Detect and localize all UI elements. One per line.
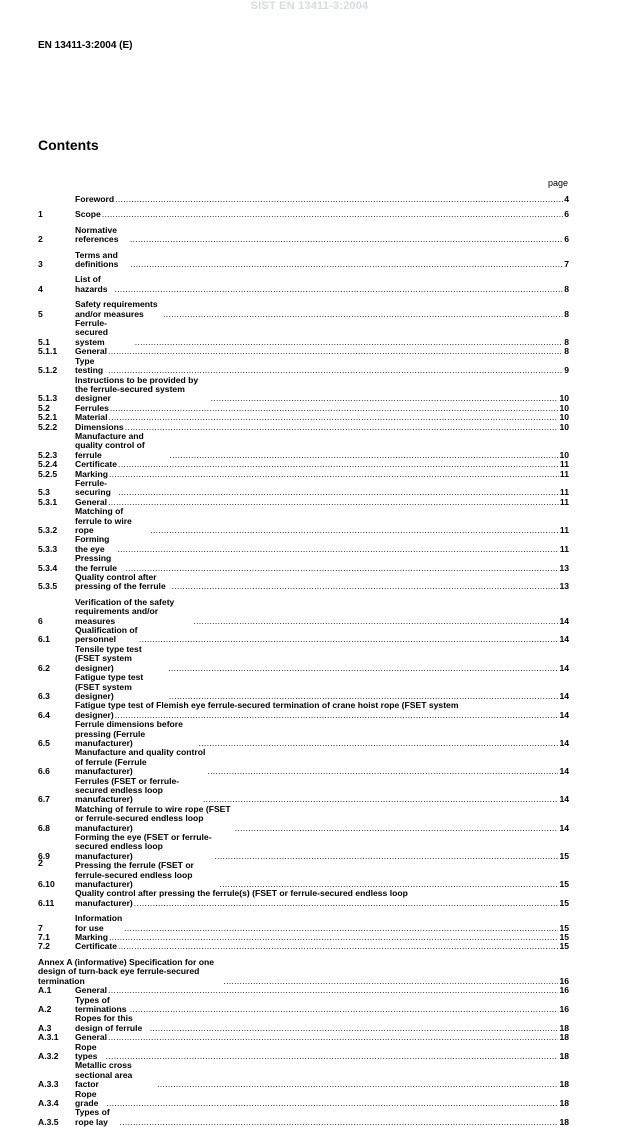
toc-entry-page: 18 [559,1116,569,1127]
toc-entry-number: 6.11 [38,897,55,908]
toc-entry-page: 15 [559,879,569,890]
dot-leader [109,470,559,479]
toc-entry-page: 15 [559,922,569,933]
dot-leader [207,767,558,776]
toc-entry-number: A.3.1 [38,1032,59,1043]
toc-entry-title: Pressing the ferrule (FSET or ferrule-secured endless loop manufacturer) [75,860,194,890]
toc-entry-title: Quality control after pressing the ferrule(s) (FSET or ferrule-secured endless loop [75,888,408,899]
toc-entry-number: 7.2 [38,941,50,952]
toc-entry-title: General [75,985,108,996]
toc-entry-page: 10 [559,412,569,423]
toc-entry-number: 7 [38,922,43,933]
toc-entry-page: 10 [559,393,569,404]
toc-entry[interactable] [38,432,569,460]
toc-entry-number: 5.3.4 [38,562,58,573]
dot-leader [108,1033,558,1042]
toc-entry[interactable] [38,376,569,404]
toc-entry-title: Matching of ferrule to wire rope [75,506,132,535]
toc-entry-title-wrap [75,720,558,748]
toc-entry-title-line2-wrap [75,899,558,908]
dot-leader [150,1024,559,1033]
toc-entry-title-wrap [75,986,558,995]
dot-leader [120,1118,559,1127]
toc-entry-title: Annex A (informative) Specification for one design of turn-back eye ferrule-secured termination [38,956,215,986]
dot-leader [157,1080,558,1089]
document-id: EN 13411-3:2004 (E) [38,40,133,51]
toc-entry-title-wrap [75,889,558,908]
toc-entry[interactable] [38,861,569,889]
dot-leader [110,404,559,413]
toc-entry[interactable] [38,1061,569,1089]
toc-entry-title-wrap [75,376,558,404]
toc-entry-title: Ferrule-secured system [75,318,108,347]
dot-leader [118,460,559,469]
toc-entry[interactable] [38,275,569,294]
dot-leader [235,824,559,833]
toc-entry-number: 5.1.2 [38,365,58,376]
toc-entry-title-wrap [75,748,558,776]
dot-leader [150,526,559,535]
toc-entry-title-line2: manufacturer) [75,897,133,908]
toc-entry[interactable] [38,673,569,701]
dot-leader [108,347,563,356]
toc-entry[interactable] [38,914,569,933]
toc-entry[interactable] [38,479,569,498]
toc-entry-page: 4 [564,194,569,204]
toc-entry-number: 6.10 [38,879,55,890]
toc-entry-number: 6.9 [38,850,50,861]
toc-entry-number: 5.1.1 [38,346,58,357]
toc-entry-number: 5.2.3 [38,449,58,460]
toc-entry[interactable] [38,1043,569,1062]
toc-entry-page: 8 [564,336,569,347]
toc-entry-number: 5 [38,308,43,319]
toc-entry-number: A.3.4 [38,1097,59,1108]
toc-entry[interactable] [38,1090,569,1109]
toc-entry-title-wrap [75,432,558,460]
toc-entry[interactable] [38,460,569,469]
toc-entry-title: Certificate [75,459,118,470]
toc-entry-number: 5.3.5 [38,581,58,592]
toc-entry[interactable] [38,958,569,986]
dot-leader [115,195,563,204]
toc-entry-title-wrap [75,300,563,319]
toc-entry-title: Qualification of personnel [75,625,138,645]
toc-entry-title-wrap [75,535,559,554]
dot-leader [199,739,559,748]
toc-entry-page: 18 [559,1050,569,1061]
toc-entry-page: 15 [559,850,569,861]
toc-entry-title: Ferrule-securing [75,477,111,498]
dot-leader [193,617,558,626]
toc-entry[interactable] [38,535,569,554]
toc-entry-number: 6.2 [38,662,50,673]
toc-entry-page: 11 [559,468,569,479]
toc-entry-title: General [75,346,108,357]
dot-leader [108,498,559,507]
dot-leader [130,260,563,269]
toc-entry-page: 11 [559,487,569,498]
toc-entry[interactable] [38,357,569,376]
toc-entry-title-wrap [75,598,558,626]
toc-entry-title-wrap [75,404,558,413]
toc-entry[interactable] [38,1108,569,1127]
dot-leader [130,1005,559,1014]
toc-entry-number: 6.8 [38,822,50,833]
toc-entry-number: 5.3.1 [38,496,58,507]
toc-entry-title-wrap [75,319,563,347]
toc-entry-title: Material [75,412,108,423]
toc-entry-title-wrap [75,275,563,294]
toc-entry-page: 14 [559,766,569,777]
toc-entry-title: Metallic cross sectional area factor [75,1060,133,1090]
toc-entry-title-wrap [75,914,558,933]
toc-entry-page: 14 [559,690,569,701]
toc-entry-title-wrap [75,251,563,270]
toc-entry-number: 2 [38,234,43,245]
toc-entry-title: Certificate [75,941,118,952]
toc-entry-number: 5.2.1 [38,412,58,423]
toc-entry-page: 13 [559,581,569,592]
toc-entry[interactable] [38,777,569,805]
toc-entry-title: Foreword [75,194,115,204]
toc-entry[interactable] [38,1014,569,1033]
toc-entry[interactable] [38,554,569,573]
toc-entry-title: Dimensions [75,421,124,432]
toc-entry-title: Terms and definitions [75,249,119,270]
toc-entry-title-wrap [75,626,558,645]
toc-entry-title-wrap [75,226,563,245]
toc-entry-title: Instructions to be provided by the ferrule-secured system designer [75,374,199,404]
toc-entry-number: A.1 [38,985,52,996]
dot-leader [125,423,559,432]
toc-entry-page: 15 [559,897,569,908]
toc-entry[interactable] [38,470,569,479]
toc-entry[interactable] [38,942,569,951]
toc-entry[interactable] [38,626,569,645]
page-column-label: page [547,178,568,188]
toc-entry-page: 8 [564,283,569,294]
toc-entry[interactable] [38,226,569,245]
page-number: 2 [38,858,44,868]
toc-entry-title-wrap [75,805,558,833]
toc-entry-number: 6.4 [38,709,50,720]
toc-entry-page: 14 [559,822,569,833]
toc-entry-title: Fatigue type test (FSET system designer) [75,672,144,701]
toc-entry-number: 5.3.3 [38,543,58,554]
toc-entry-page: 18 [559,1032,569,1043]
toc-entry[interactable] [38,598,569,626]
toc-entry-page: 14 [559,662,569,673]
toc-entry-number: 6.6 [38,766,50,777]
toc-entry-number: 5.2.4 [38,459,58,470]
dot-leader [163,310,563,319]
toc-entry-page: 11 [559,543,569,554]
toc-entry-title-wrap [75,470,559,479]
dot-leader [130,235,563,244]
toc-entry-number: 6.3 [38,690,50,701]
toc-entry[interactable] [38,573,569,592]
toc-entry-title-wrap [75,507,559,535]
toc-entry-title: Types of terminations [75,994,127,1014]
toc-entry-number: 1 [38,209,43,220]
dot-leader [102,210,563,219]
toc-entry-title: Quality control after pressing of the ferrule [75,572,166,592]
toc-entry[interactable] [38,319,569,347]
toc-entry-title: General [75,1032,108,1043]
dot-leader [108,413,558,422]
toc-entry-title: Information for use [75,913,123,933]
toc-entry-title: Ropes for this design of ferrule [75,1013,143,1033]
toc-entry-number: 6.1 [38,634,50,645]
toc-entry-page: 16 [559,985,569,996]
toc-entry-title: Normative references [75,224,119,245]
toc-entry-page: 14 [559,709,569,720]
toc-entry-title-wrap [75,347,563,356]
dot-leader [134,899,559,908]
toc-entry-title: Ferrules [75,402,109,413]
toc-entry-number: 5.2.5 [38,468,58,479]
toc-entry-title-wrap [75,933,558,942]
toc-entry-title-wrap [75,942,558,951]
toc-entry-title: Forming the eye [75,534,110,554]
dot-leader [172,582,559,591]
toc-entry-title-wrap [75,1108,558,1127]
toc-entry[interactable] [38,210,569,219]
toc-entry[interactable] [38,986,569,995]
toc-entry-title: Safety requirements and/or measures [75,299,158,319]
toc-entry-number: 5.2.2 [38,421,58,432]
toc-entry-title-wrap [75,645,558,673]
toc-entry-title-wrap [75,833,558,861]
dot-leader [139,635,559,644]
toc-entry-title-wrap [75,460,559,469]
toc-entry[interactable] [38,645,569,673]
toc-entry-number: 5.2 [38,402,50,413]
toc-entry-title-wrap [75,1014,558,1033]
toc-entry-title-wrap [75,1061,558,1089]
toc-entry-page: 15 [559,941,569,952]
toc-entry-page: 15 [559,932,569,943]
toc-entry-title: Type testing [75,355,104,376]
toc-entry[interactable] [38,251,569,270]
toc-entry-page: 11 [559,525,569,535]
dot-leader [115,285,564,294]
toc-entry-page: 6 [564,234,569,245]
dot-leader [108,986,558,995]
toc-entry-page: 10 [559,421,569,432]
toc-entry[interactable] [38,300,569,319]
toc-entry-title-line2: designer) [75,709,114,720]
toc-entry-title: Scope [75,209,101,220]
toc-entry-page: 14 [559,737,569,748]
dot-leader [219,880,558,889]
toc-entry[interactable] [38,720,569,748]
toc-entry-title: Fatigue type test of Flemish eye ferrule-secured termination of crane hoist rope (FSET system [75,700,459,711]
toc-entry-title-wrap [75,195,563,204]
toc-entry[interactable] [38,195,569,204]
contents-title: Contents [38,137,99,153]
toc-entry-page: 11 [559,496,569,507]
toc-entry-title: General [75,496,108,507]
toc-entry-title-wrap [75,861,558,889]
toc-entry-title-wrap [75,1043,558,1062]
toc-entry-page: 8 [564,308,569,319]
toc-entry[interactable] [38,507,569,535]
toc-entry-number: A.3.2 [38,1050,59,1061]
toc-entry[interactable] [38,889,569,908]
dot-leader [125,564,558,573]
toc-entry[interactable] [38,833,569,861]
toc-entry-page: 10 [559,449,569,460]
toc-entry-title: Pressing the ferrule [75,553,118,573]
toc-entry[interactable] [38,1033,569,1042]
toc-entry-page: 16 [559,975,569,986]
toc-entry-page: 10 [559,402,569,413]
toc-entry[interactable] [38,748,569,776]
toc-entry-title-wrap [75,573,558,592]
toc-entry-title: Forming the eye (FSET or ferrule-secured endless loop manufacturer) [75,832,212,861]
table-of-contents [38,195,569,1127]
toc-entry-title: Ferrule dimensions before pressing (Ferrule manufacturer) [75,719,183,748]
dot-leader [223,977,558,986]
toc-entry-title-wrap [75,498,559,507]
toc-entry-page: 7 [564,259,569,270]
dot-leader [170,451,559,460]
toc-entry-number: A.3.3 [38,1079,59,1090]
toc-entry[interactable] [38,996,569,1015]
toc-entry-number: 5.3.2 [38,525,58,535]
toc-entry[interactable] [38,933,569,942]
toc-entry-title-wrap [75,210,563,219]
dot-leader [214,852,558,861]
toc-entry-title: Marking [75,468,108,479]
dot-leader [168,664,558,673]
toc-entry-title-wrap [75,673,558,701]
toc-entry-page: 18 [559,1022,569,1033]
toc-entry-title-wrap [75,701,558,720]
dot-leader [211,394,559,403]
toc-entry-number: 5.3 [38,487,50,498]
toc-entry-number: 3 [38,259,43,270]
toc-entry-title: Manufacture and quality control of ferrule [75,430,145,460]
toc-entry-title: Manufacture and quality control of ferrule (Ferrule manufacturer) [75,747,206,777]
toc-entry-number: 5.1.3 [38,393,58,404]
toc-entry-title: Matching of ferrule to wire rope (FSET or ferrule-secured endless loop manufacturer) [75,803,231,833]
toc-entry-title: Types of rope lay [75,1107,110,1127]
toc-entry-title: Tensile type test (FSET system designer) [75,643,142,673]
toc-entry-page: 6 [564,209,569,220]
toc-entry-page: 16 [559,1003,569,1014]
toc-entry[interactable] [38,347,569,356]
toc-entry-title-wrap [75,1090,558,1109]
toc-entry-title-wrap [75,413,558,422]
toc-entry-page: 9 [564,365,569,376]
dot-leader [118,488,559,497]
toc-entry-title: Rope grade [75,1088,99,1108]
toc-entry-title-wrap [75,777,558,805]
toc-entry-title: Marking [75,932,108,943]
toc-entry-page: 14 [559,615,569,626]
toc-entry-page: 8 [564,346,569,357]
toc-entry-title-wrap [75,423,558,432]
dot-leader [135,338,563,347]
toc-entry-page: 14 [559,794,569,805]
toc-entry-page: 13 [559,562,569,573]
toc-entry-title-wrap [38,958,558,986]
toc-entry-number: 6.5 [38,737,50,748]
toc-entry-title: Rope types [75,1041,98,1061]
dot-leader [203,795,559,804]
toc-entry-title: Verification of the safety requirements and/or measures [75,596,175,626]
toc-entry[interactable] [38,805,569,833]
toc-entry[interactable] [38,404,569,413]
toc-entry-title: List of hazards [75,274,108,294]
toc-entry-title: Ferrules (FSET or ferrule-secured endless loop manufacturer) [75,775,180,805]
toc-entry-number: 6.7 [38,794,50,805]
toc-entry-title-wrap [75,1033,558,1042]
toc-entry-title-wrap [75,357,563,376]
toc-entry-page: 11 [559,459,569,470]
toc-entry-number: 6 [38,615,43,626]
dot-leader [106,1052,559,1061]
toc-entry-title-wrap [75,996,558,1015]
toc-entry-number: A.3 [38,1022,52,1033]
dot-leader [106,1099,558,1108]
toc-entry-title-wrap [75,479,559,498]
toc-entry-page: 18 [559,1079,569,1090]
dot-leader [118,942,558,951]
toc-entry-number: A.2 [38,1003,52,1014]
toc-entry-number: 7.1 [38,932,50,943]
toc-entry[interactable] [38,701,569,720]
toc-entry-page: 18 [559,1097,569,1108]
toc-entry-page: 14 [559,634,569,645]
dot-leader [109,933,558,942]
toc-entry-title-wrap [75,554,558,573]
toc-entry-number: 4 [38,283,43,294]
dot-leader [124,924,558,933]
toc-entry-number: A.3.5 [38,1116,59,1127]
dot-leader [117,545,558,554]
toc-entry-number: 5.1 [38,336,50,347]
watermark: SIST EN 13411-3:2004 [250,0,369,12]
